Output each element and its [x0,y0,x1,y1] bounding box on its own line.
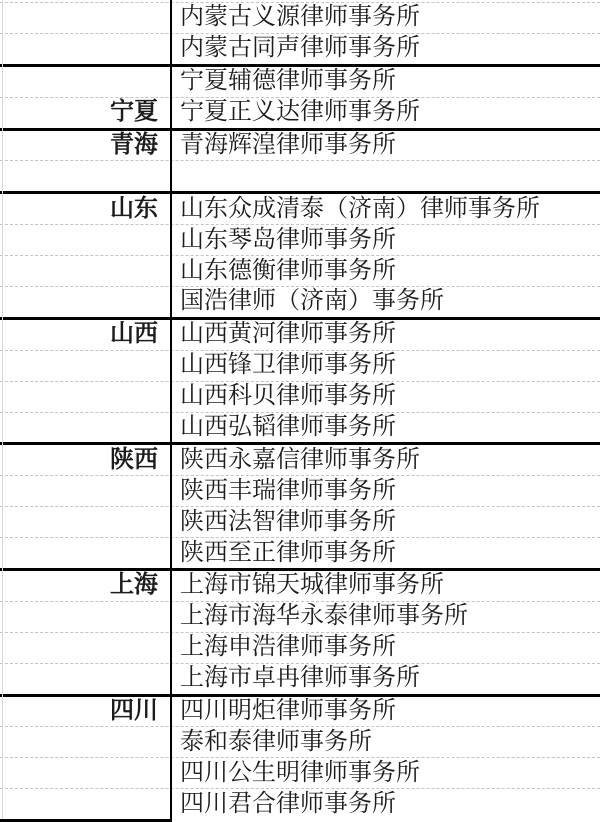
firm-cell: 四川君合律师事务所 [180,790,396,817]
province-cell: 青海 [110,132,158,158]
firm-cell: 上海市锦天城律师事务所 [180,572,444,599]
table-row [0,286,600,317]
province-group [0,128,600,192]
table-row [0,131,600,161]
table-row [0,726,600,757]
province-cell: 宁夏 [110,99,158,126]
province-group [0,442,600,568]
province-cell: 山西 [110,321,158,348]
province-group [0,694,600,820]
table-row [0,320,600,350]
firm-cell: 山东众成清泰（济南）律师事务所 [180,195,540,222]
province-cell: 陕西 [110,446,158,473]
province-cell: 四川 [110,698,158,725]
table-row [0,160,600,191]
firm-cell: 山东德衡律师事务所 [180,257,396,284]
table-row [0,224,600,255]
firm-cell: 上海申浩律师事务所 [180,634,396,661]
province-cell: 上海 [110,572,158,599]
firm-cell: 山西弘韬律师事务所 [180,414,396,441]
firm-cell: 宁夏正义达律师事务所 [180,99,420,126]
firm-cell: 泰和泰律师事务所 [180,728,372,755]
table-row [0,67,600,97]
firm-cell: 山东琴岛律师事务所 [180,226,396,253]
table-row [0,2,600,33]
firm-cell: 山西科贝律师事务所 [180,383,396,410]
table-row [0,697,600,727]
firm-cell: 青海辉湟律师事务所 [180,132,396,158]
table-row [0,601,600,632]
province-group [0,2,600,64]
firm-cell: 四川公生明律师事务所 [180,759,420,786]
table-row [0,255,600,286]
table-row [0,194,600,224]
firm-cell: 上海市海华永泰律师事务所 [180,603,468,630]
firm-cell: 陕西至正律师事务所 [180,539,396,566]
table-body [0,2,600,819]
sheet-left-edge-line [2,0,3,822]
firm-cell: 上海市卓冉律师事务所 [180,665,420,692]
firm-cell: 山西锋卫律师事务所 [180,352,396,379]
table-row [0,445,600,475]
firm-cell: 内蒙古同声律师事务所 [180,35,420,62]
province-group [0,317,600,443]
table-row [0,757,600,788]
province-cell: 山东 [110,195,158,222]
column-divider-line [170,0,172,822]
table-row [0,506,600,537]
firm-cell: 陕西法智律师事务所 [180,508,396,535]
province-group [0,191,600,317]
firm-cell: 山西黄河律师事务所 [180,321,396,348]
table-row [0,663,600,694]
province-group [0,64,600,128]
firm-cell: 内蒙古义源律师事务所 [180,4,420,31]
table-row [0,571,600,601]
firm-cell: 国浩律师（济南）事务所 [180,288,444,315]
firm-cell: 宁夏辅德律师事务所 [180,68,396,95]
table-row [0,537,600,568]
table-row [0,33,600,64]
province-group [0,568,600,694]
table-row [0,350,600,381]
firm-cell: 四川明炬律师事务所 [180,698,396,725]
table-row [0,788,600,819]
firm-cell: 陕西永嘉信律师事务所 [180,446,420,473]
table-row [0,97,600,128]
table-row [0,412,600,443]
table-row [0,475,600,506]
table-row [0,632,600,663]
firm-cell: 陕西丰瑞律师事务所 [180,477,396,504]
table-row [0,381,600,412]
